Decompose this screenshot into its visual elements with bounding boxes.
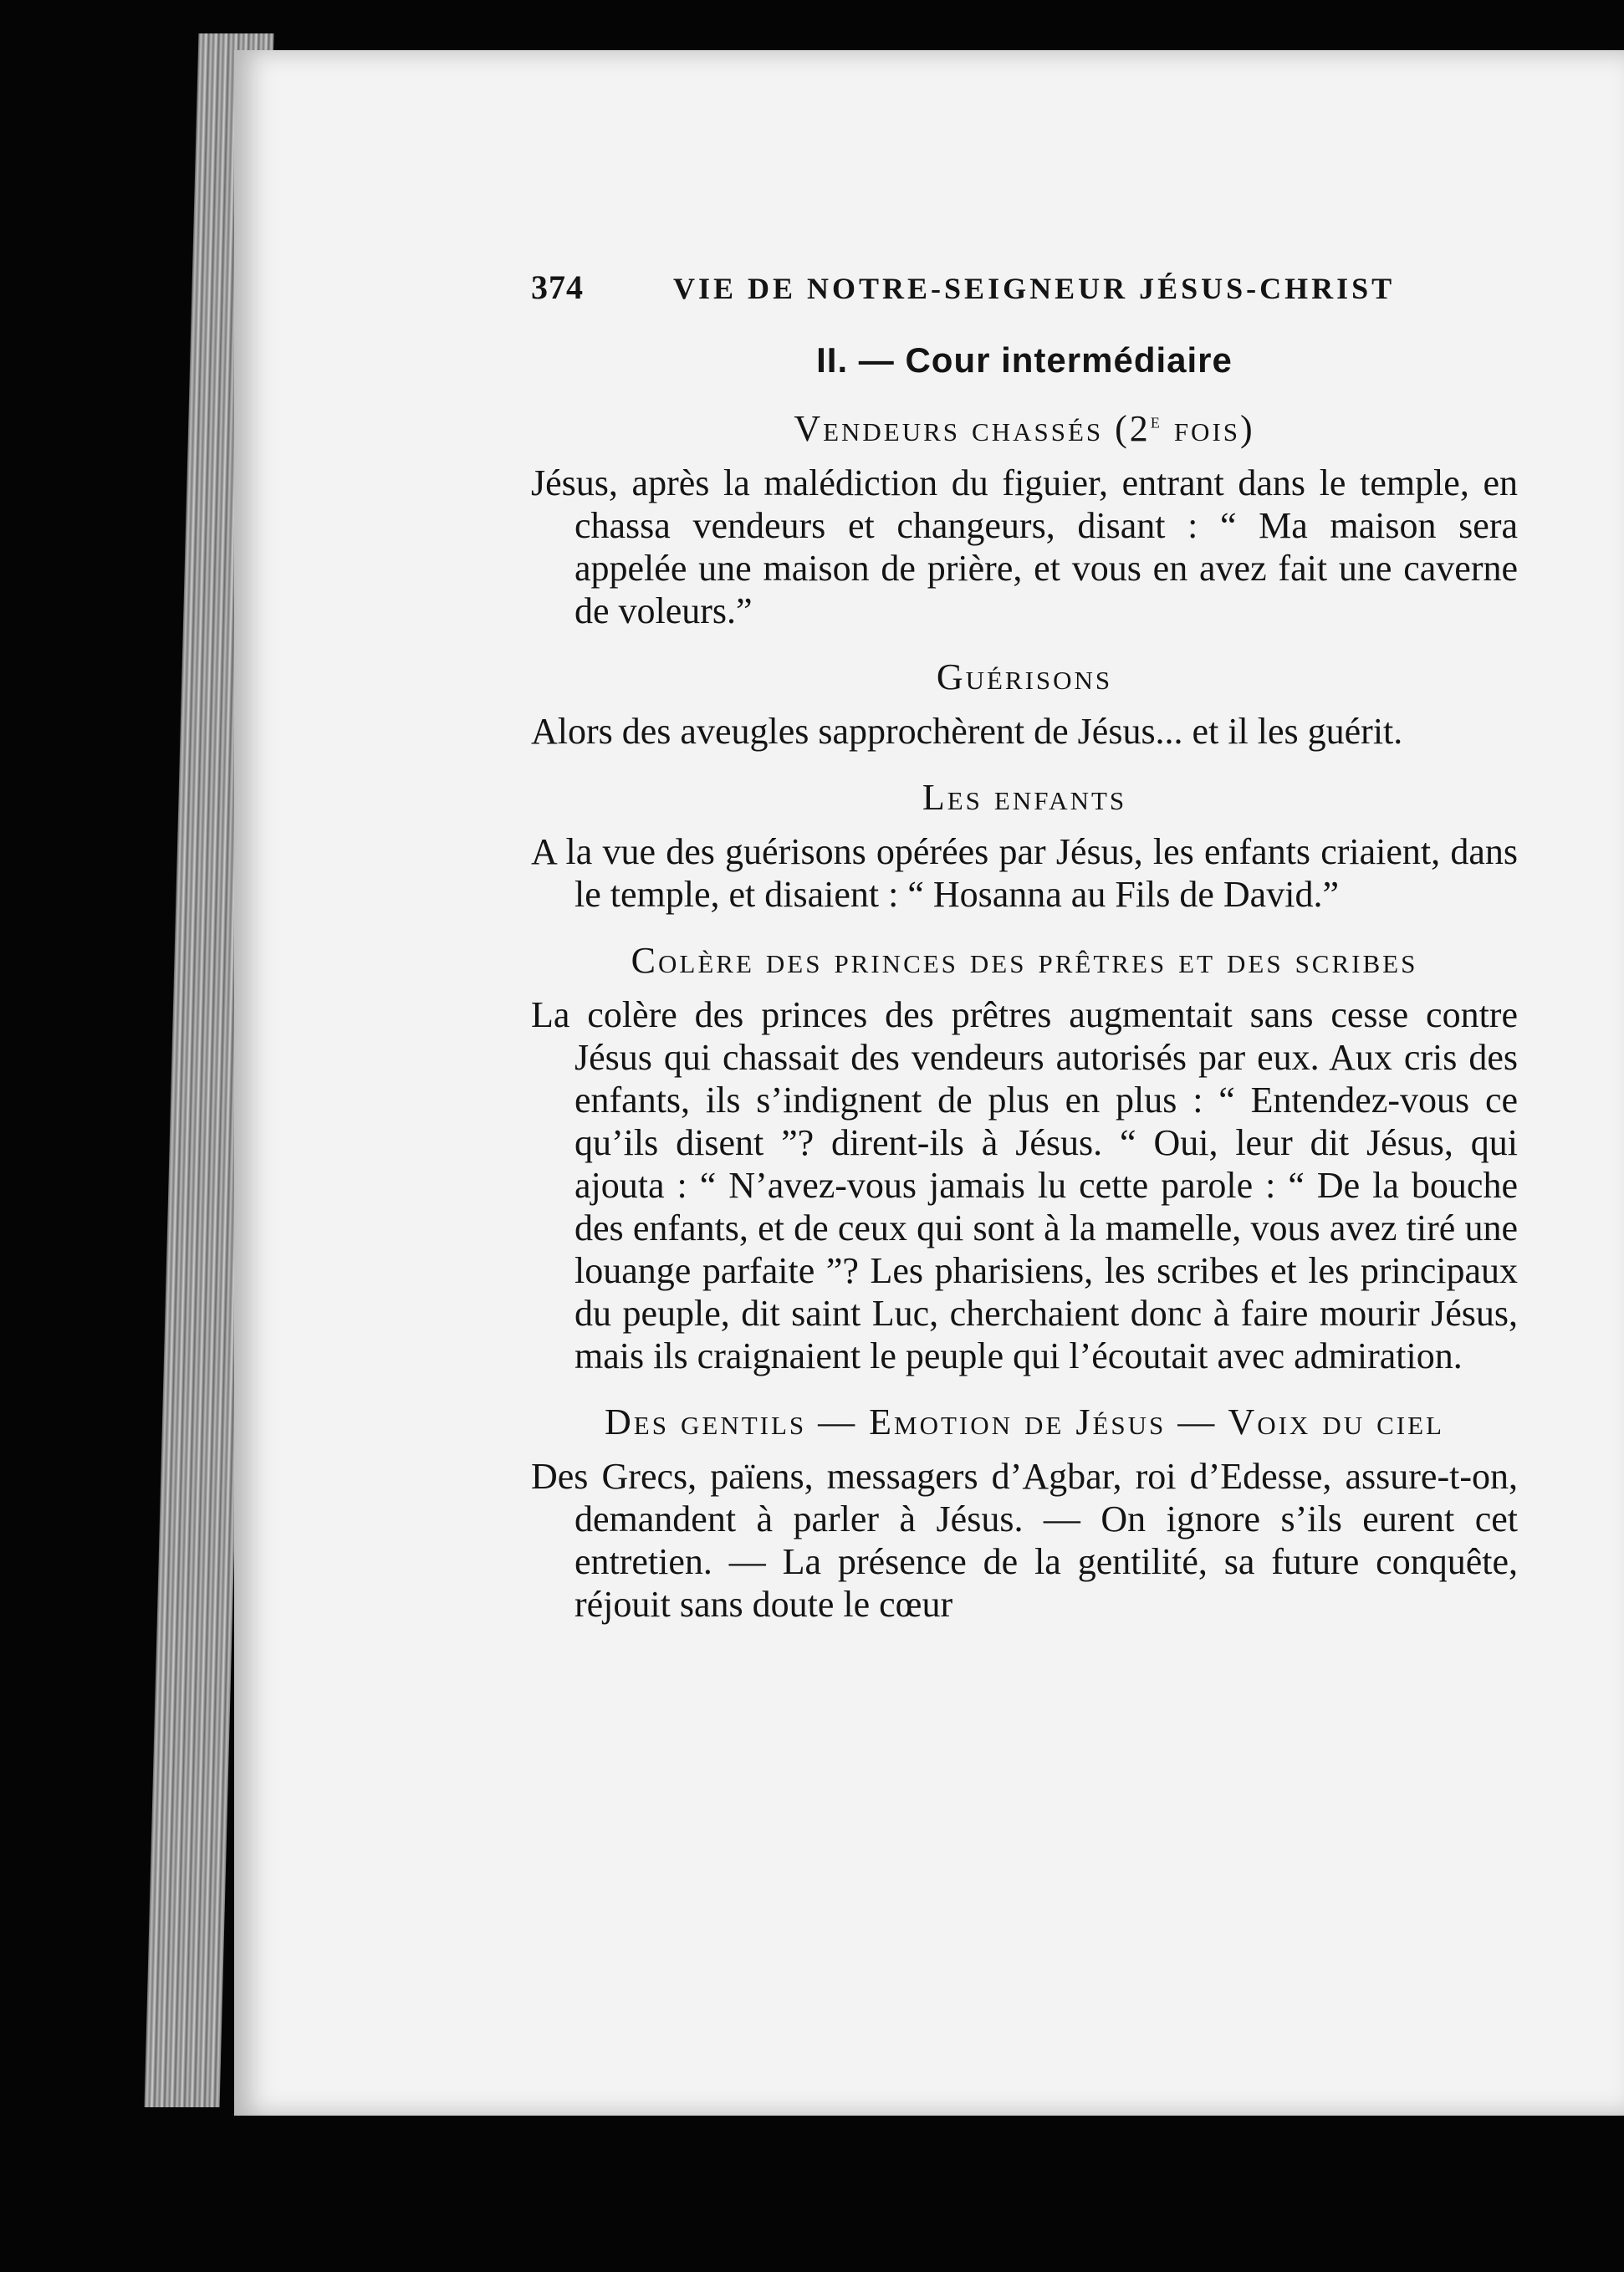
- page-number: 374: [531, 268, 584, 306]
- section-title: II. — Cour intermédiaire: [816, 340, 1233, 380]
- page-content: [531, 268, 1518, 1626]
- running-title: VIE DE NOTRE-SEIGNEUR JÉSUS-CHRIST: [673, 272, 1396, 305]
- subhead-guerisons: Guérisons: [936, 656, 1113, 697]
- subhead-vendeurs-text: Vendeurs chassés (2: [794, 408, 1151, 449]
- subhead-enfants: Les enfants: [922, 777, 1127, 818]
- subhead-vendeurs-tail: fois): [1162, 408, 1255, 449]
- paragraph-colere: La colère des princes des prêtres augmentait sans cesse contre Jésus qui chassait des vendeurs autorisés par eux. Aux cris des enfants, ils s’indignent de plus en plus : “ Entendez-vous ce qu’ils disent ”? dirent-ils à Jésus. “ Oui, leur dit Jésus, qui ajouta : “ N’avez-vous jamais lu cette parole : “ De la bouche des enfants, et de ceux qui sont à la mamelle, vous avez tiré une louange parfaite ”? Les pharisiens, les scribes et les principaux du peuple, dit saint Luc, cherchaient donc à faire mourir Jésus, mais ils craignaient le peuple qui l’écoutait avec admiration.: [531, 994, 1518, 1376]
- paragraph-vendeurs: Jésus, après la malédiction du figuier, entrant dans le temple, en chassa vendeurs et changeurs, disant : “ Ma maison sera appelée une maison de prière, et vous en avez fait une caverne de voleurs.”: [531, 462, 1518, 631]
- paragraph-guerisons: Alors des aveugles sapprochèrent de Jésus... et il les guérit.: [531, 711, 1403, 752]
- paragraph-gentils: Des Grecs, païens, messagers d’Agbar, roi d’Edesse, assure-t-on, demandent à parler à Jésus. — On ignore s’ils eurent cet entretien. — La présence de la gentilité, sa future conquête, réjouit sans doute le cœur: [531, 1456, 1518, 1625]
- subhead-colere: Colère des princes des prêtres et des scribes: [631, 940, 1418, 981]
- running-head: [531, 268, 1518, 307]
- subhead-vendeurs-sup: e: [1150, 408, 1162, 433]
- paragraph-enfants: A la vue des guérisons opérées par Jésus, les enfants criaient, dans le temple, et disaient : “ Hosanna au Fils de David.”: [531, 831, 1518, 915]
- subhead-gentils: Des gentils — Emotion de Jésus — Voix du ciel: [605, 1401, 1444, 1442]
- subhead-vendeurs: [531, 407, 1518, 450]
